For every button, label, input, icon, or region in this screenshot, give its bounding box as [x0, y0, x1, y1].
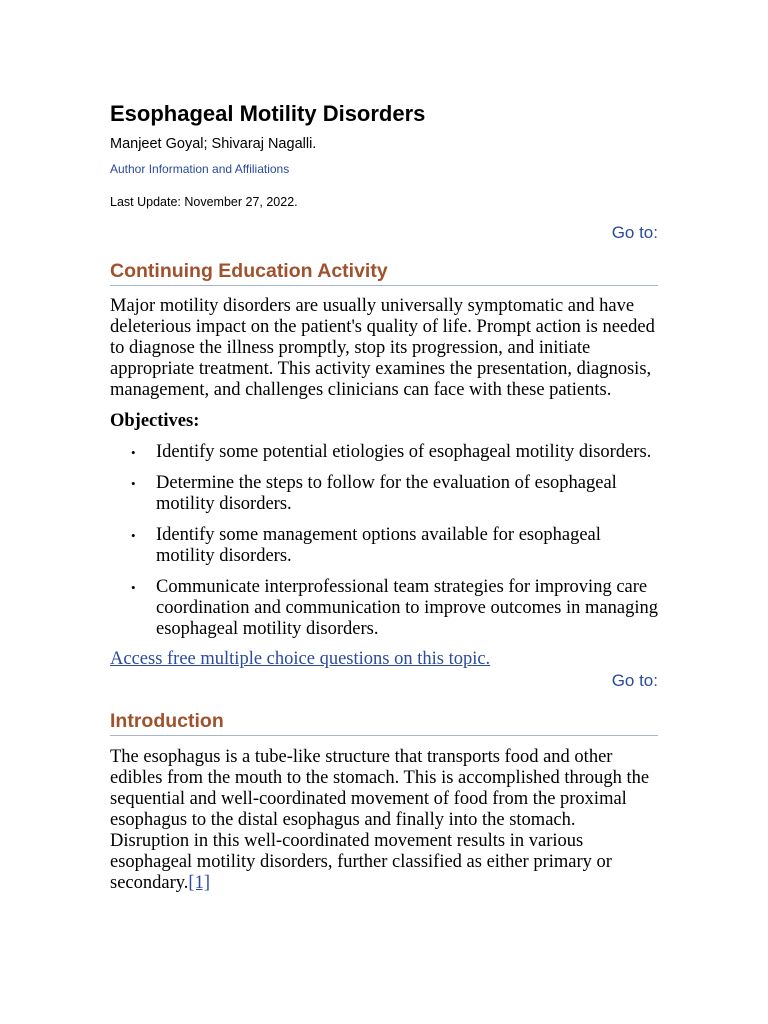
goto-link[interactable]: Go to:	[611, 671, 658, 690]
bullet-icon: •	[131, 476, 136, 491]
bullet-icon: •	[131, 445, 136, 460]
author-list: Manjeet Goyal; Shivaraj Nagalli.	[110, 136, 317, 152]
objective-item	[110, 473, 658, 515]
article-page	[110, 98, 658, 894]
bullet-icon: •	[131, 528, 136, 543]
continuing-education-paragraph: Major motility disorders are usually universally symptomatic and have deleterious impact on the patient's quality of life. Prompt action is needed to diagnose the illness promptly, stop its progression, and initiate appropriate treatment. This activity examines the presentation, diagnosis, management, and challenges clinicians can face with these patients.	[110, 296, 655, 400]
mcq-link[interactable]: Access free multiple choice questions on this topic.	[110, 649, 491, 669]
objective-item	[110, 525, 658, 567]
objectives-label: Objectives:	[110, 411, 200, 431]
objective-text: Identify some management options available for esophageal motility disorders.	[156, 525, 601, 566]
objective-item	[110, 577, 658, 640]
continuing-education-heading: Continuing Education Activity	[110, 258, 658, 286]
article-title: Esophageal Motility Disorders	[110, 101, 426, 126]
last-update: Last Update: November 27, 2022.	[110, 195, 298, 209]
introduction-text: The esophagus is a tube-like structure that transports food and other edibles from the mouth to the stomach. This is accomplished through the sequential and well-coordinated movement of food from the proximal esophagus to the distal esophagus and finally into the stomach. Disruption in this well-coordinated movement results in various esophageal motility disorders, further classified as either primary or secondary.	[110, 747, 650, 893]
objectives-list	[110, 442, 658, 640]
objective-text: Communicate interprofessional team strategies for improving care coordination and communication to improve outcomes in managing esophageal motility disorders.	[156, 577, 658, 639]
goto-link[interactable]: Go to:	[611, 223, 658, 242]
author-affiliations-link[interactable]: Author Information and Affiliations	[110, 162, 290, 176]
bullet-icon: •	[131, 580, 136, 595]
introduction-heading: Introduction	[110, 708, 658, 736]
objective-text: Determine the steps to follow for the evaluation of esophageal motility disorders.	[156, 473, 617, 514]
objective-text: Identify some potential etiologies of esophageal motility disorders.	[156, 442, 652, 462]
objective-item	[110, 442, 658, 463]
reference-link[interactable]: [1]	[188, 873, 210, 893]
introduction-paragraph	[110, 747, 658, 894]
